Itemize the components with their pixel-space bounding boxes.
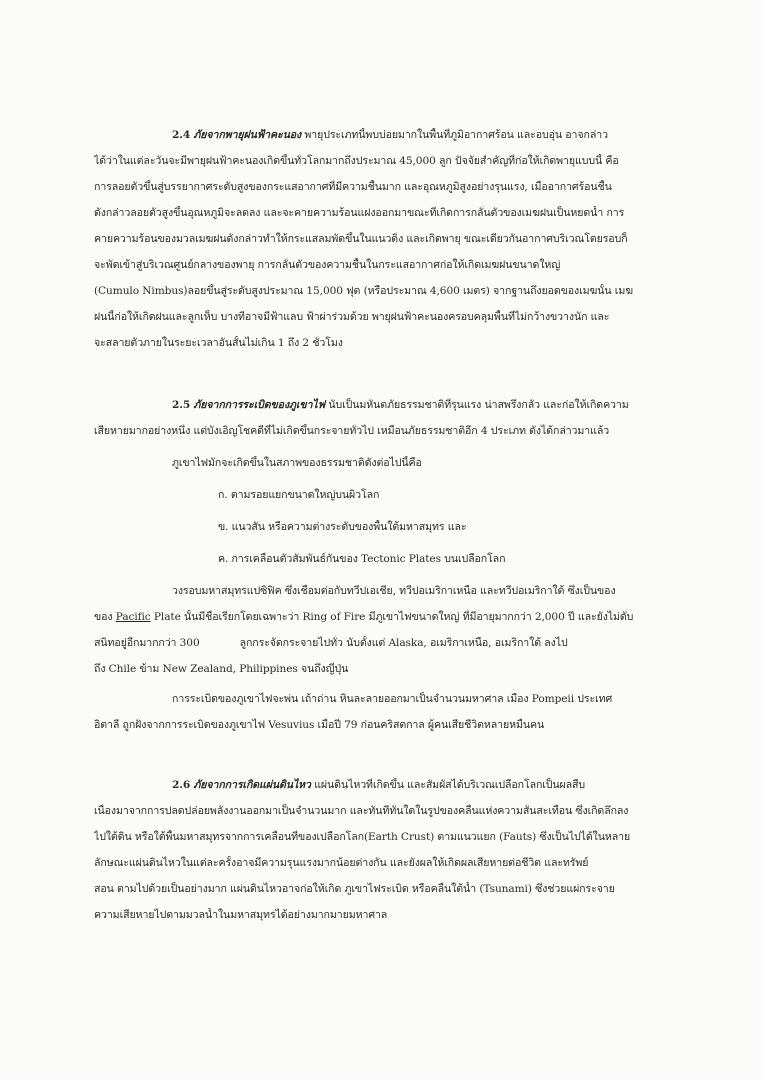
paragraph-line: ลักษณะแผ่นดินไหวในแต่ละครั้งอาจมีความรุนแรงมากน้อยต่างกัน และยังผลให้เกิดผลเสียหายต่อชีวิต และทรัพย์: [94, 857, 589, 869]
section-2-4-heading: ภัยจากพายุฝนฟ้าคะนอง: [193, 129, 302, 141]
list-item: ก. ตามรอยแยกขนาดใหญ่บนผิวโลก: [218, 489, 380, 501]
paragraph-text: แผ่นดินไหวที่เกิดขึ้น และสัมผัสได้บริเวณเปลือกโลกเป็นผลสืบ: [314, 779, 586, 791]
pacific-link[interactable]: Pacific: [115, 611, 151, 623]
paragraph-line: ฝนนี้ก่อให้เกิดฝนและลูกเห็บ บางทีอาจมีฟ้าแลบ ฟ้าผ่าร่วมด้วย พายุฝนฟ้าคะนองครอบคลุมพื้นที่ไม่กว้างขวางนัก และ: [94, 311, 610, 323]
section-2-5-number: 2.5: [172, 399, 191, 411]
paragraph-line: เสียหายมากอย่างหนึ่ง แต่บังเอิญโชคดีที่ไม่เกิดขึ้นกระจายทั่วไป เหมือนภัยธรรมชาติอีก 4 ประเภท ดังได้กล่าวมาแล้ว: [94, 425, 610, 437]
paragraph-line: การลอยตัวขึ้นสู่บรรยากาศระดับสูงของกระแสอากาศที่มีความชื้นมาก และอุณหภูมิสูงอย่างรุนแรง, เมื่ออากาศร้อนชื้น: [94, 181, 612, 193]
paragraph-line: ดังกล่าวลอยตัวสูงขึ้นอุณหภูมิจะลดลง และจะคายความร้อนแฝงออกมาขณะที่เกิดการกลั่นตัวของเมฆฝนเป็นหยดน้ำ การ: [94, 207, 625, 219]
paragraph-line: จะสลายตัวภายในระยะเวลาอันสั้นไม่เกิน 1 ถึง 2 ชั่วโมง: [94, 337, 343, 349]
paragraph-line: ความเสียหายไปตามมวลน้ำในมหาสมุทรได้อย่างมากมายมหาศาล: [94, 909, 388, 921]
paragraph-text: นับเป็นมหันตภัยธรรมชาติที่รุนแรง น่าสพรึงกลัว และก่อให้เกิดความ: [328, 399, 629, 411]
section-2-6-heading: ภัยจากการเกิดแผ่นดินไหว: [193, 779, 311, 791]
paragraph-line: สอน ตามไปด้วยเป็นอย่างมาก แผ่นดินไหวอาจก่อให้เกิด ภูเขาไฟระเบิด หรือคลื่นใต้น้ำ (Tsunami) ซึ่งช่วยแผ่กระจาย: [94, 883, 615, 895]
paragraph-line: การระเบิดของภูเขาไฟจะพ่น เถ้าถ่าน หินละลายออกมาเป็นจำนวนมหาศาล เมือง Pompeii ประเทศ: [172, 693, 613, 705]
text-fragment: Plate นั้นมีชื่อเรียกโดยเฉพาะว่า Ring of Fire มีภูเขาไฟขนาดใหญ่ ที่มีอายุมากกว่า 2,000 ปี และยังไม่ดับ: [153, 611, 634, 623]
paragraph-line: [94, 636, 679, 650]
paragraph-line: คายความร้อนของมวลเมฆฝนดังกล่าวทำให้กระแสลมพัดขึ้นในแนวดิ่ง และเกิดพายุ ขณะเดียวกันอากาศบริเวณโดยรอบก็: [94, 233, 628, 245]
list-intro: ภูเขาไฟมักจะเกิดขึ้นในสภาพของธรรมชาติดังต่อไปนี้คือ: [172, 457, 422, 469]
section-2-5-heading: ภัยจากการระเบิดของภูเขาไฟ: [193, 399, 326, 411]
section-2-6-number: 2.6: [172, 779, 191, 791]
paragraph-line: ถึง Chile ข้าม New Zealand, Philippines จนถึงญี่ปุ่น: [94, 663, 349, 675]
paragraph-text: พายุประเภทนี้พบบ่อยมากในพื้นที่ภูมิอากาศร้อน และอบอุ่น อาจกล่าว: [304, 129, 608, 141]
paragraph-line: (Cumulo Nimbus)ลอยขึ้นสู่ระดับสูงประมาณ 15,000 ฟุต (หรือประมาณ 4,600 เมตร) จากฐานถึงยอดของเมฆนั้น เมฆ: [94, 285, 633, 297]
paragraph-line: [94, 610, 679, 624]
paragraph-line: เนื่องมาจากการปลดปล่อยพลังงานออกมาเป็นจำนวนมาก และทันทีทันใดในรูปของคลื่นแห่งความสั่นสะเทือน ซึ่งเกิดลึกลง: [94, 805, 629, 817]
section-2-5-first-line: [172, 398, 679, 412]
paragraph-line: ได้ว่าในแต่ละวันจะมีพายุฝนฟ้าคะนองเกิดขึ้นทั่วโลกมากถึงประมาณ 45,000 ลูก ปัจจัยสำคัญที่ก่อให้เกิดพายุแบบนี้ คือ: [94, 155, 619, 167]
list-item: ข. แนวสัน หรือความต่างระดับของพื้นใต้มหาสมุทร และ: [218, 521, 467, 533]
paragraph-line: วงรอบมหาสมุทรแปซิฟิค ซึ่งเชื่อมต่อกับทวีปเอเชีย, ทวีปอเมริกาเหนือ และทวีปอเมริกาใต้ ซึ่งเป็นของ: [172, 585, 616, 597]
text-fragment: ของ: [94, 611, 113, 623]
paragraph-line: ไปใต้ดิน หรือใต้พื้นมหาสมุทรจากการเคลื่อนที่ของเปลือกโลก(Earth Crust) ตามแนวแยก (Fauts) ซึ่งเป็นไปได้ในหลาย: [94, 831, 631, 843]
section-2-6-first-line: [172, 778, 679, 792]
text-fragment: ลูกกระจัดกระจายไปทั่ว นับตั้งแต่ Alaska, อเมริกาเหนือ, อเมริกาใต้ ลงไป: [239, 637, 568, 649]
section-2-4-first-line: [172, 128, 679, 142]
paragraph-line: จะพัดเข้าสู่บริเวณศูนย์กลางของพายุ การกลั่นตัวของความชื้นในกระแสอากาศก่อให้เกิดเมฆฝนขนาดใหญ่: [94, 259, 561, 271]
text-fragment: สนิทอยู่อีกมากกว่า 300: [94, 637, 200, 649]
section-2-4-number: 2.4: [172, 129, 191, 141]
list-item: ค. การเคลื่อนตัวสัมพันธ์กันของ Tectonic Plates บนเปลือกโลก: [218, 553, 506, 565]
paragraph-line: อิตาลี ถูกฝังจากการระเบิดของภูเขาไฟ Vesuvius เมื่อปี 79 ก่อนคริสตกาล ผู้คนเสียชีวิตหลายหมื่นคน: [94, 719, 545, 731]
